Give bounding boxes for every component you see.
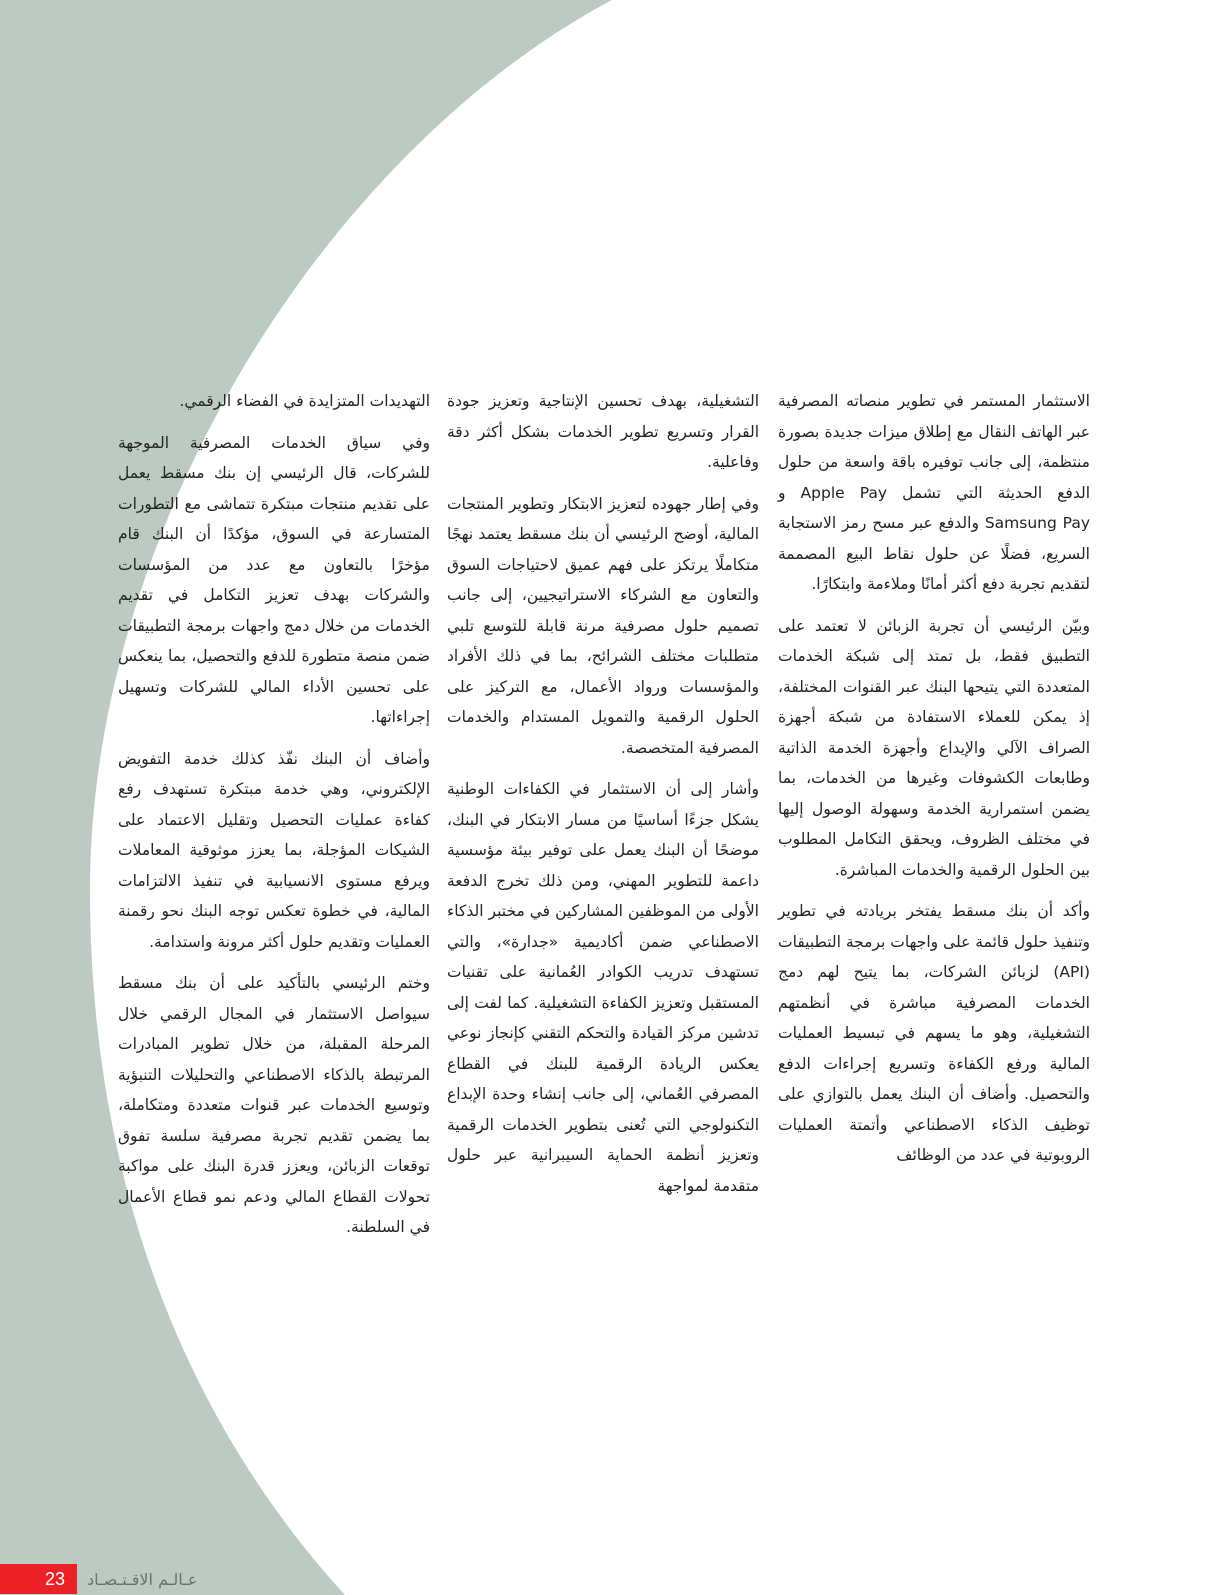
paragraph: وأكد أن بنك مسقط يفتخر بريادته في تطوير وتنفيذ حلول قائمة على واجهات برمجة التطبيقات (API) لزبائن الشركات، بما يتيح لهم دمج الخدمات المصرفية مباشرة في أنظمتهم التشغيلية، وهو ما يسهم في تبسيط العمليات المالية ورفع الكفاءة وتسريع إجراءات الدفع والتحصيل. وأضاف أن البنك يعمل بالتوازي على توظيف الذكاء الاصطناعي وأتمتة العمليات الروبوتية في عدد من الوظائف xyxy=(778,902,1090,1164)
page-footer xyxy=(0,1564,197,1594)
magazine-name: عـالـم الاقـتـصـاد xyxy=(87,1569,198,1589)
paragraph: وأشار إلى أن الاستثمار في الكفاءات الوطنية يشكل جزءًا أساسيًا من مسار الابتكار في البنك، موضحًا أن البنك يعمل على توفير بيئة مؤسسية داعمة للتطوير المهني، ومن ذلك تخرج الدفعة الأولى من الموظفين المشاركين في مختبر الذكاء الاصطناعي ضمن أكاديمية «جدارة»، والتي تستهدف تدريب الكوادر العُمانية على تقنيات المستقبل وتعزيز الكفاءة التشغيلية. كما لفت إلى تدشين مركز القيادة والتحكم التقني كإنجاز نوعي يعكس الريادة الرقمية للبنك في القطاع المصرفي العُماني، إلى جانب إنشاء وحدة الإبداع التكنولوجي التي تُعنى بتطوير الخدمات الرقمية وتعزيز أنظمة الحماية السيبرانية عبر حلول متقدمة لمواجهة xyxy=(447,780,759,1195)
paragraph: وأضاف أن البنك نفّذ كذلك خدمة التفويض الإلكتروني، وهي خدمة مبتكرة تستهدف رفع كفاءة عمليات التحصيل وتقليل الاعتماد على الشيكات المؤجلة، بما يعزز موثوقية المعاملات ويرفع مستوى الانسيابية في تنفيذ الالتزامات المالية، في خطوة تعكس توجه البنك نحو رقمنة العمليات وتقديم حلول أكثر مرونة واستدامة. xyxy=(118,749,430,951)
paragraph: التهديدات المتزايدة في الفضاء الرقمي. xyxy=(179,392,430,410)
paragraph: وبيّن الرئيسي أن تجربة الزبائن لا تعتمد على التطبيق فقط، بل تمتد إلى شبكة الخدمات المتعددة التي يتيحها البنك عبر القنوات المختلفة، إذ يمكن للعملاء الاستفادة من شبكة أجهزة الصراف الآلي والإيداع وأجهزة الخدمة الذاتية وطابعات الكشوفات وغيرها من الخدمات، بما يضمن استمرارية الخدمة وسهولة الوصول إليها في مختلف الظروف، ويحقق التكامل المطلوب بين الحلول الرقمية والخدمات المباشرة. xyxy=(778,616,1090,879)
paragraph: التشغيلية، بهدف تحسين الإنتاجية وتعزيز جودة القرار وتسريع تطوير الخدمات بشكل أكثر دقة وفاعلية. xyxy=(447,392,759,471)
paragraph: وختم الرئيسي بالتأكيد على أن بنك مسقط سيواصل الاستثمار في المجال الرقمي خلال المرحلة المقبلة، من خلال تطوير المبادرات المرتبطة بالذكاء الاصطناعي والتحليلات التنبؤية وتوسيع الخدمات عبر قنوات متعددة ومتكاملة، بما يضمن تقديم تجربة مصرفية سلسة تفوق توقعات الزبائن، ويعزز قدرة البنك على مواكبة تحولات القطاع المالي ودعم نمو قطاع الأعمال في السلطنة. xyxy=(118,974,430,1236)
page-number-badge: 23 xyxy=(0,1564,77,1594)
paragraph: وفي سياق الخدمات المصرفية الموجهة للشركات، قال الرئيسي إن بنك مسقط يعمل على تقديم منتجات مبتكرة تتماشى مع التطورات المتسارعة في السوق، مؤكدًا أن البنك قام مؤخرًا بالتعاون مع عدد من المؤسسات والشركات بهدف تعزيز التكامل في تقديم الخدمات من خلال دمج واجهات برمجة التطبيقات ضمن منصة متطورة للدفع والتحصيل، بما ينعكس على تحسين الأداء المالي للشركات وتسهيل إجراءاتها. xyxy=(118,433,430,726)
article-column-right xyxy=(778,386,1090,1182)
paragraph: وفي إطار جهوده لتعزيز الابتكار وتطوير المنتجات المالية، أوضح الرئيسي أن بنك مسقط يعتمد نهجًا متكاملًا يرتكز على فهم عميق لاحتياجات السوق والتعاون مع الشركاء الاستراتيجيين، إلى جانب تصميم حلول مصرفية مرنة قابلة للتوسع تلبي متطلبات مختلف الشرائح، بما في ذلك الأفراد والمؤسسات ورواد الأعمال، مع التركيز على الحلول الرقمية والتمويل المستدام والخدمات المصرفية المتخصصة. xyxy=(447,494,759,757)
paragraph: الاستثمار المستمر في تطوير منصاته المصرفية عبر الهاتف النقال مع إطلاق ميزات جديدة بصورة منتظمة، إلى جانب توفيره باقة واسعة من حلول الدفع الحديثة التي تشمل Apple Pay و Samsung Pay والدفع عبر مسح رمز الاستجابة السريع، فضلًا عن حلول نقاط البيع المصممة لتقديم تجربة دفع أكثر أمانًا وملاءمة وابتكارًا. xyxy=(778,392,1091,593)
article-column-left xyxy=(118,386,430,1254)
article-column-middle xyxy=(447,386,759,1212)
